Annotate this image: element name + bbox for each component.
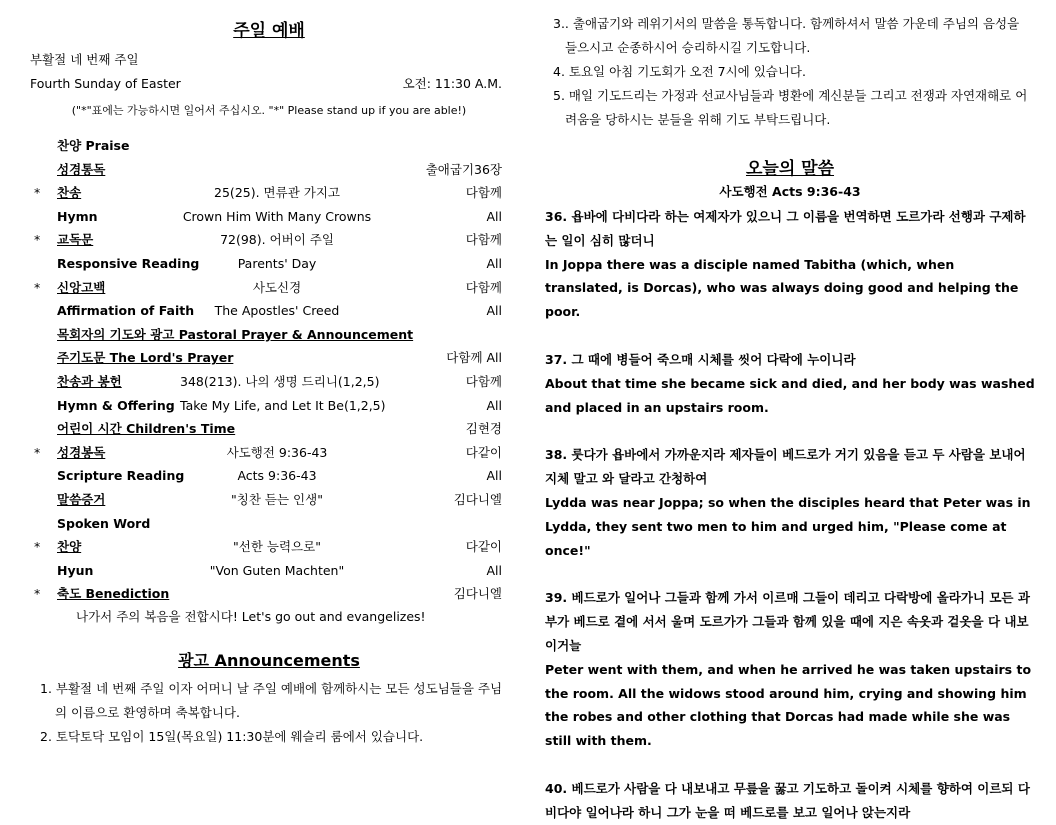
stand-note: ("*"표에는 가능하시면 일어서 주십시오. "*" Please stand up if you are able!) [71,104,467,117]
order-leader: All [486,397,502,413]
order-leader: 김현경 [465,421,502,437]
order-detail: Take My Life, and Let It Be(1,2,5) [180,397,386,413]
order-row [30,488,508,512]
order-detail: Crown Him With Many Crowns [182,208,372,224]
service-time: 오전: 11:30 A.M. [402,76,502,91]
scripture-column [545,0,1035,825]
announcements-continued [545,12,1035,132]
stand-marker: * [34,185,41,201]
order-leader: 다함께 [465,185,502,201]
order-label: Responsive Reading [57,255,200,271]
announcement-item: 4. 토요일 아침 기도회가 오전 7시에 있습니다. [553,64,806,79]
order-label: Affirmation of Faith [57,303,195,319]
announcement-item: 5. 매일 기도드리는 가정과 선교사님들과 병환에 계신분들 그리고 전쟁과 자연재해로 어려움을 당하시는 분들을 위해 기도 부탁드립니다. [553,88,1028,127]
order-label: 말씀증거 [57,491,106,507]
order-label: Scripture Reading [57,468,185,484]
order-label: 어린이 시간 Children's Time [57,421,236,437]
order-row [30,134,508,158]
order-leader: 김다니엘 [453,491,502,507]
order-row [30,323,508,347]
verse-english: Lydda was near Joppa; so when the disciples heard that Peter was in Lydda, they sent two men to him and urged him, "Please come at once!" [545,494,1031,558]
order-leader: All [486,468,502,484]
order-row [30,346,508,370]
order-row [30,228,508,252]
verse-40 [545,777,1035,825]
order-leader: 다같이 [465,444,502,460]
subtitle-korean: 부활절 네 번째 주일 [30,52,139,67]
order-row [30,158,508,182]
stand-marker: * [34,539,41,555]
order-row [30,394,508,418]
verse-english: About that time she became sick and died, and her body was washed and placed in an upstairs room. [545,375,1035,415]
order-label: 찬송 [57,185,82,201]
verse-english: Peter went with them, and when he arrived he was taken upstairs to the room. All the widows stood around him, crying and showing him the robes and other clothing that Dorcas had made while she was still with them. [545,661,1032,749]
order-label: Spoken Word [57,515,151,531]
order-row [30,559,508,583]
announcements-list [30,677,508,749]
order-row [30,276,508,300]
order-row [30,181,508,205]
verse-39 [545,586,1035,753]
stand-marker: * [34,586,41,602]
order-detail: 72(98). 어버이 주일 [220,232,334,248]
verse-korean: 37. 그 때에 병들어 죽으매 시체를 씻어 다락에 누이니라 [545,351,856,367]
verse-korean: 38. 룻다가 욥바에서 가까운지라 제자들이 베드로가 거기 있음을 듣고 두 사람을 보내어 지체 말고 와 달라고 간청하여 [545,447,1026,487]
order-leader: 다함께 [465,373,502,389]
order-row [30,441,508,465]
closing-line: 나가서 주의 복음을 전합시다! Let's go out and evangelizes! [76,608,426,624]
order-leader: All [486,303,502,319]
order-detail: 사도신경 [252,279,302,295]
order-leader: All [486,208,502,224]
order-leader: 다함께 [465,279,502,295]
order-label: Hymn & Offering [57,397,175,413]
announcements-title: 광고 Announcements [178,650,360,670]
order-detail: "선한 능력으로" [233,539,321,555]
order-leader: 김다니엘 [453,586,502,602]
order-row [30,417,508,441]
subtitle-english: Fourth Sunday of Easter [30,76,181,91]
stand-marker: * [34,279,41,295]
order-detail: The Apostles' Creed [214,303,340,319]
order-detail: 사도행전 9:36-43 [226,444,328,460]
order-leader: 다같이 [465,539,502,555]
order-of-service [30,134,508,606]
order-leader: All [486,562,502,578]
todays-word-title: 오늘의 말씀 [745,159,835,179]
order-row [30,464,508,488]
verse-korean: 36. 욥바에 다비다라 하는 여제자가 있으니 그 이름을 번역하면 도르가라 선행과 구제하는 일이 심히 많더니 [545,209,1026,248]
worship-order-column [30,0,508,749]
worship-title: 주일 예배 [233,21,305,41]
order-label: 주기도문 The Lord's Prayer [57,350,234,366]
order-label: 찬양 [57,539,82,555]
passage-reference: 사도행전 Acts 9:36-43 [719,184,861,199]
order-row [30,512,508,536]
order-label: 찬양 Praise [57,138,130,153]
order-label: Hyun [57,562,94,578]
order-detail: 348(213). 나의 생명 드리니(1,2,5) [180,373,380,389]
verse-korean: 39. 베드로가 일어나 그들과 함께 가서 이르매 그들이 데리고 다락방에 올라가니 모든 과부가 베드로 곁에 서서 울며 도르가가 그들과 함께 있을 때에 지은 속옷과 겉옷을 다 내보이거늘 [545,590,1030,653]
order-detail: 25(25). 면류관 가지고 [214,185,340,201]
order-label: 교독문 [57,232,94,248]
order-label: 축도 Benediction [57,586,170,602]
order-label: 성경통독 [57,161,106,177]
stand-marker: * [34,232,41,248]
verse-english: In Joppa there was a disciple named Tabitha (which, when translated, is Dorcas), who was always doing good and helping the poor. [545,256,1019,320]
order-leader: 다함께 All [446,350,502,366]
verse-38 [545,443,1035,562]
order-row [30,252,508,276]
order-detail: "Von Guten Machten" [209,562,345,578]
order-leader: 출애굽기36장 [425,161,502,177]
order-row [30,370,508,394]
order-label: 성경봉독 [57,444,106,460]
order-row [30,205,508,229]
verse-36 [545,205,1035,324]
order-row [30,582,508,606]
order-row [30,535,508,559]
order-detail: "칭찬 듣는 인생" [231,491,323,507]
stand-marker: * [34,444,41,460]
order-detail: Parents' Day [237,255,317,271]
order-label: 신앙고백 [57,279,106,295]
order-label: 찬송과 봉헌 [57,373,122,389]
order-detail: Acts 9:36-43 [237,468,317,484]
order-leader: 다함께 [465,232,502,248]
verse-korean: 40. 베드로가 사람을 다 내보내고 무릎을 꿇고 기도하고 돌이켜 시체를 향하여 이르되 다비다야 일어나라 하니 그가 눈을 떠 베드로를 보고 일어나 앉는지라 [545,780,1030,820]
order-label: Hymn [57,208,98,224]
subtitle-english-row [30,72,508,96]
order-row [30,299,508,323]
announcement-item: 3.. 출애굽기와 레위기서의 말씀을 통독합니다. 함께하셔서 말씀 가운데 주님의 음성을 들으시고 순종하시어 승리하시길 기도합니다. [553,16,1020,55]
order-label: 목회자의 기도와 광고 Pastoral Prayer & Announcement [57,326,414,342]
announcement-item: 1. 부활절 네 번째 주일 이자 어머니 날 주일 예배에 함께하시는 모든 성도님들을 주님의 이름으로 환영하며 축복합니다. [40,680,503,720]
order-leader: All [486,255,502,271]
announcement-item: 2. 토닥토닥 모임이 15일(목요일) 11:30분에 웨슬리 룸에서 있습니다. [40,728,424,744]
verse-37 [545,348,1035,419]
